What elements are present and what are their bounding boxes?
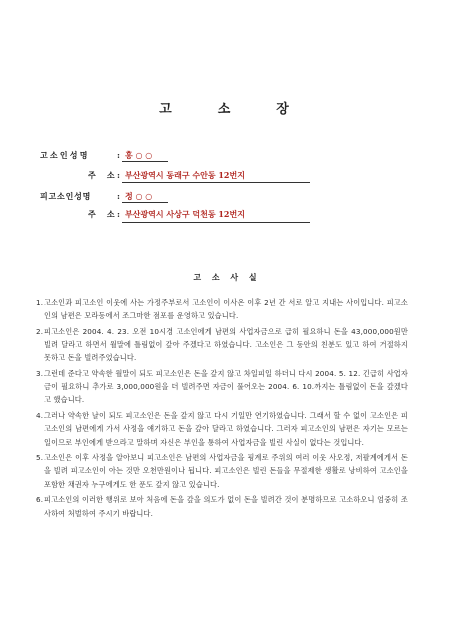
title-char-1: 고 (159, 102, 174, 117)
fact-number: 4. (36, 411, 44, 421)
complainant-address-value: 부산광역시 동래구 수안동 12번지 (125, 170, 245, 180)
fact-text: 고소인과 피고소인 이웃에 사는 가정주부로서 고소인이 이사온 이후 2년 간 서로 알고 지내는 사이입니다. 피고소인의 남편은 모라동에서 조그마한 점포를 운영하고 있습니다. (44, 298, 408, 321)
underline (122, 182, 310, 183)
fact-text: 그러나 약속한 날이 되도 피고소인은 돈을 갚지 않고 다시 기일만 연기하였습니다. 그래서 할 수 없이 고소인은 피고소인의 남편에게 가서 사정을 얘기하고 돈을 갚아 달라고 하였습니다. 그러자 피고소인의 남편은 자기는 모르는 일이므로 부인에게 받으라고 말하며 자신은 부인을 통하여 사업자금을 빌린 사실이 없다는 것입니다. (44, 411, 408, 447)
complainant-name-value: 홍 ○ ○ (125, 150, 153, 160)
complainant-name-label: 고소인성명 (40, 150, 90, 160)
document-title (0, 98, 450, 117)
underline (122, 161, 168, 162)
colon: : (117, 150, 120, 160)
facts-section-title: 고 소 사 실 (193, 272, 257, 282)
underline (122, 202, 168, 203)
fact-text: 피고소인은 2004. 4. 23. 오전 10시경 고소인에게 남편의 사업자금으로 급히 필요하니 돈을 43,000,000원만 빌려 달라고 하면서 월말에 틀림없이 갚아 주겠다고 하였습니다. 고소인은 그 동안의 친분도 있고 하여 거절하지 못하고 돈을 빌려주었습니다. (44, 326, 408, 363)
fact-text: 그런데 준다고 약속한 월말이 되도 피고소인은 돈을 갚지 않고 차일피일 하더니 다시 2004. 5. 12. 긴급히 사업자금이 필요하니 추가로 3,000,000원을 더 빌려주면 자금이 풀어오는 2004. 6. 10.까지는 틀림없이 돈을 갚겠다고 했습니다. (44, 369, 408, 405)
colon: : (117, 170, 120, 180)
accused-address-value: 부산광역시 사상구 덕천동 12번지 (125, 209, 245, 219)
complainant-address-label: 주 소 (88, 170, 115, 180)
fact-number: 6. (36, 495, 44, 505)
fact-item (36, 367, 408, 407)
facts-list (36, 296, 408, 522)
fact-item (36, 296, 408, 322)
fact-item (36, 451, 408, 491)
accused-name-label: 피고소인성명 (40, 191, 92, 201)
fact-number: 5. (36, 453, 44, 463)
fact-item (36, 493, 408, 519)
colon: : (117, 209, 120, 219)
fact-text: 고소인은 이후 사정을 알아보니 피고소인은 남편의 사업자금을 핑계로 주위의 여러 이웃 사오정, 저팔계에게서 돈을 빌려 피고소인이 아는 것만 오천만원이나 됩니다. 피고소인은 빌린 돈들을 무절제한 생활로 낭비하여 고소인을 포함한 채권자 누구에게도 한 푼도 갚지 않고 있습니다. (44, 453, 408, 489)
accused-name-value: 정 ○ ○ (125, 191, 153, 201)
fact-number: 1. (36, 298, 44, 307)
colon: : (117, 191, 120, 201)
fact-item (36, 409, 408, 449)
title-char-2: 소 (217, 102, 233, 117)
fact-text: 피고소인의 이러한 행위로 보아 처음에 돈을 갚을 의도가 없이 돈을 빌려간 것이 분명하므로 고소하오니 엄중히 조사하여 처벌하여 주시기 바랍니다. (44, 495, 408, 518)
fact-item (36, 325, 408, 365)
fact-number: 2. (36, 326, 44, 336)
title-char-3: 장 (276, 102, 291, 117)
fact-number: 3. (36, 369, 44, 379)
underline (122, 222, 310, 223)
accused-address-label: 주 소 (88, 209, 115, 219)
